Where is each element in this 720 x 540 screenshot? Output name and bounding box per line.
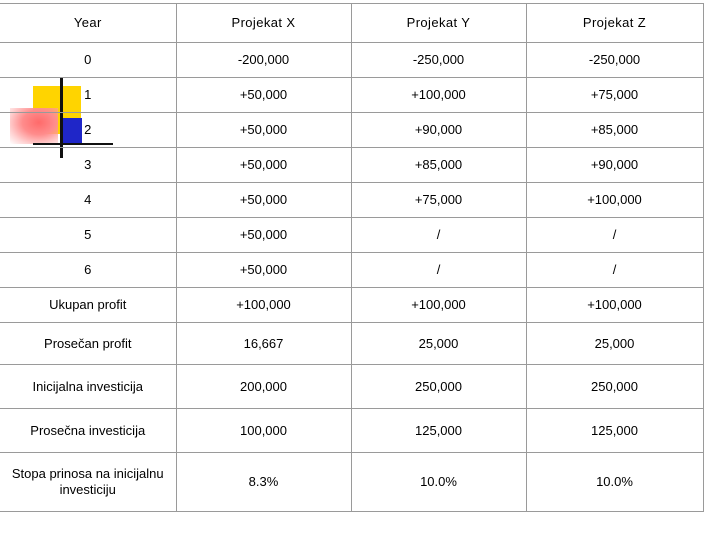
value-cell: +50,000 bbox=[176, 78, 351, 113]
table-row bbox=[0, 253, 703, 288]
value-cell: +85,000 bbox=[526, 113, 703, 148]
header-project-y: Projekat Y bbox=[351, 4, 526, 43]
value-cell: +100,000 bbox=[526, 288, 703, 323]
value-cell: 10.0% bbox=[351, 453, 526, 512]
value-cell: 200,000 bbox=[176, 365, 351, 409]
header-project-z: Projekat Z bbox=[526, 4, 703, 43]
value-cell: +100,000 bbox=[526, 183, 703, 218]
value-cell: 25,000 bbox=[526, 323, 703, 365]
row-label: Prosečna investicija bbox=[0, 409, 176, 453]
average-investment-row bbox=[0, 409, 703, 453]
row-label: Prosečan profit bbox=[0, 323, 176, 365]
average-profit-row bbox=[0, 323, 703, 365]
value-cell: 10.0% bbox=[526, 453, 703, 512]
initial-investment-row bbox=[0, 365, 703, 409]
value-cell: / bbox=[351, 253, 526, 288]
value-cell: +75,000 bbox=[526, 78, 703, 113]
total-profit-row bbox=[0, 288, 703, 323]
row-label: Ukupan profit bbox=[0, 288, 176, 323]
value-cell: +50,000 bbox=[176, 183, 351, 218]
value-cell: / bbox=[526, 218, 703, 253]
value-cell: -250,000 bbox=[526, 43, 703, 78]
row-label: Stopa prinosa na inicijalnu investiciju bbox=[0, 453, 176, 512]
value-cell: +85,000 bbox=[351, 148, 526, 183]
value-cell: 8.3% bbox=[176, 453, 351, 512]
value-cell: -250,000 bbox=[351, 43, 526, 78]
value-cell: +75,000 bbox=[351, 183, 526, 218]
table-row bbox=[0, 183, 703, 218]
return-rate-row bbox=[0, 453, 703, 512]
value-cell: +100,000 bbox=[176, 288, 351, 323]
header-project-x: Projekat X bbox=[176, 4, 351, 43]
year-cell: 0 bbox=[0, 43, 176, 78]
value-cell: 16,667 bbox=[176, 323, 351, 365]
year-cell: 2 bbox=[0, 113, 176, 148]
year-cell: 5 bbox=[0, 218, 176, 253]
value-cell: +50,000 bbox=[176, 253, 351, 288]
table-row bbox=[0, 113, 703, 148]
value-cell: +50,000 bbox=[176, 113, 351, 148]
table-row bbox=[0, 43, 703, 78]
value-cell: / bbox=[351, 218, 526, 253]
table-row bbox=[0, 218, 703, 253]
value-cell: 125,000 bbox=[351, 409, 526, 453]
value-cell: +90,000 bbox=[526, 148, 703, 183]
value-cell: 250,000 bbox=[526, 365, 703, 409]
investment-comparison-table bbox=[0, 3, 704, 512]
header-row bbox=[0, 4, 703, 43]
value-cell: +50,000 bbox=[176, 148, 351, 183]
row-label: Inicijalna investicija bbox=[0, 365, 176, 409]
year-cell: 6 bbox=[0, 253, 176, 288]
value-cell: +100,000 bbox=[351, 78, 526, 113]
value-cell: 125,000 bbox=[526, 409, 703, 453]
value-cell: 250,000 bbox=[351, 365, 526, 409]
value-cell: 25,000 bbox=[351, 323, 526, 365]
year-cell: 4 bbox=[0, 183, 176, 218]
value-cell: / bbox=[526, 253, 703, 288]
value-cell: +100,000 bbox=[351, 288, 526, 323]
header-year: Year bbox=[0, 4, 176, 43]
value-cell: -200,000 bbox=[176, 43, 351, 78]
table-row bbox=[0, 78, 703, 113]
value-cell: +90,000 bbox=[351, 113, 526, 148]
value-cell: 100,000 bbox=[176, 409, 351, 453]
year-cell: 3 bbox=[0, 148, 176, 183]
table-row bbox=[0, 148, 703, 183]
value-cell: +50,000 bbox=[176, 218, 351, 253]
year-cell: 1 bbox=[0, 78, 176, 113]
